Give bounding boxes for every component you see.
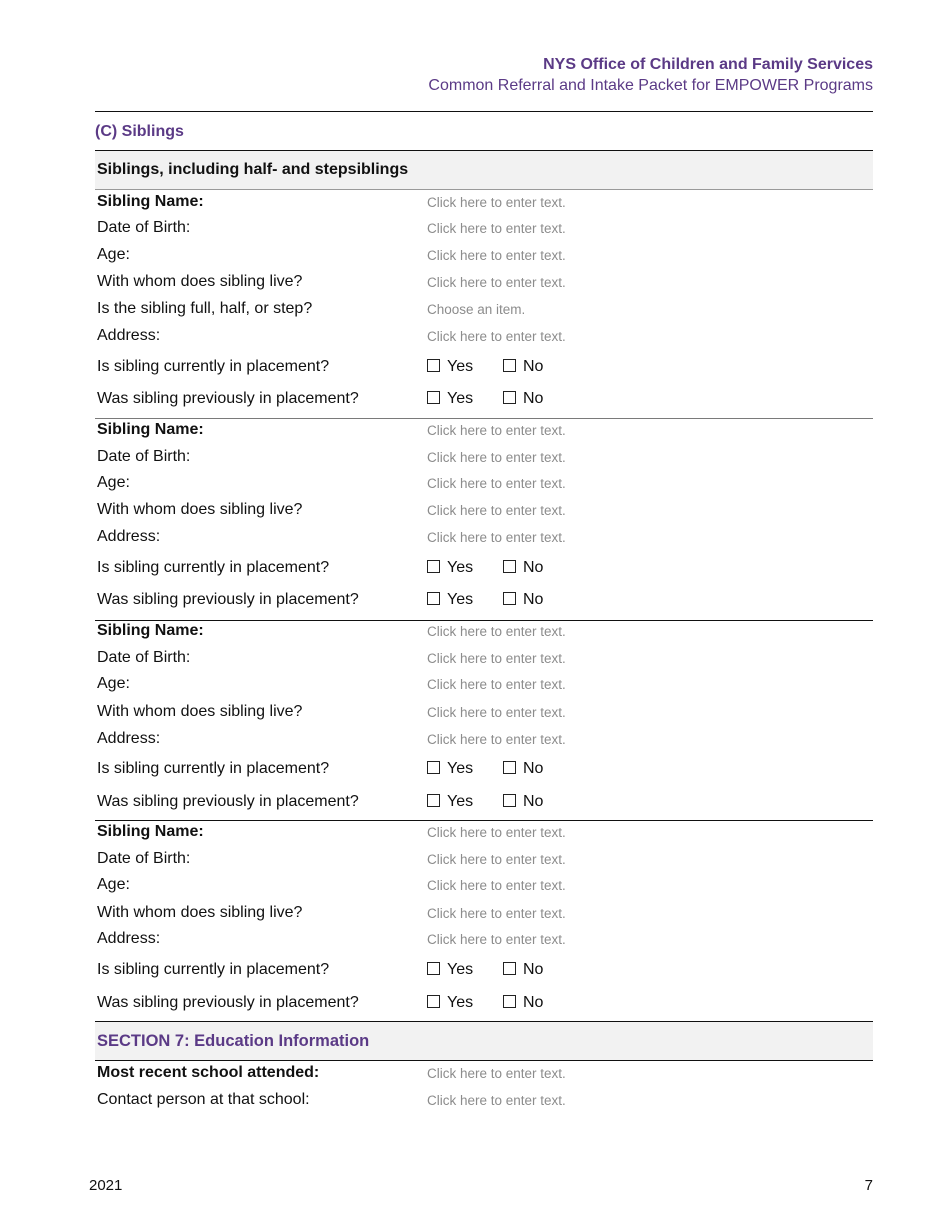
yes-checkbox[interactable] [427,591,473,609]
checkbox-box-icon [427,560,440,573]
with-whom-input[interactable]: Click here to enter text. [427,503,566,518]
checkbox-box-icon [427,359,440,372]
sibling-2-dob-row [97,448,873,470]
no-label: No [523,760,544,777]
checkbox-box-icon [503,794,516,807]
contact-row [97,1091,873,1113]
page-header [428,55,873,96]
no-checkbox[interactable] [503,760,543,778]
with-whom-label: With whom does sibling live? [97,703,303,720]
no-checkbox[interactable] [503,390,543,408]
address-input[interactable]: Click here to enter text. [427,530,566,545]
current-placement-label: Is sibling currently in placement? [97,559,330,576]
checkbox-box-icon [427,391,440,404]
yes-label: Yes [447,793,474,810]
yes-checkbox[interactable] [427,961,473,979]
previous-placement-label: Was sibling previously in placement? [97,994,359,1011]
age-label: Age: [97,876,130,893]
age-label: Age: [97,675,130,692]
siblings-band-title: Siblings, including half- and stepsiblings [97,161,409,178]
subsection-title: (C) Siblings [95,123,184,140]
address-label: Address: [97,730,161,747]
yes-label: Yes [447,961,474,978]
checkbox-box-icon [503,391,516,404]
checkbox-box-icon [503,560,516,573]
sibling-2-previous-placement-row [97,591,873,613]
sibling-name-label: Sibling Name: [97,622,204,639]
yes-checkbox[interactable] [427,994,473,1012]
sibling-name-input[interactable]: Click here to enter text. [427,825,566,840]
contact-input[interactable]: Click here to enter text. [427,1093,566,1108]
yes-label: Yes [447,591,474,608]
sibling-3-with-whom-row [97,703,873,725]
with-whom-label: With whom does sibling live? [97,273,303,290]
sibling-3-age-row [97,675,873,697]
address-label: Address: [97,528,161,545]
sibling-2-age-row [97,474,873,496]
sibling-2-address-row [97,528,873,550]
no-label: No [523,961,544,978]
sibling-separator [95,620,873,621]
sibling-3-previous-placement-row [97,793,873,815]
section7-bottom-rule [95,1060,873,1061]
packet-title: Common Referral and Intake Packet for EMPOWER Programs [428,77,873,94]
yes-checkbox[interactable] [427,760,473,778]
section7-band [95,1022,873,1060]
address-label: Address: [97,327,161,344]
address-input[interactable]: Click here to enter text. [427,329,566,344]
organization-name: NYS Office of Children and Family Services [543,56,873,73]
address-label: Address: [97,930,161,947]
checkbox-box-icon [503,761,516,774]
checkbox-box-icon [427,995,440,1008]
dob-input[interactable]: Click here to enter text. [427,221,566,236]
dob-input[interactable]: Click here to enter text. [427,651,566,666]
dob-label: Date of Birth: [97,219,191,236]
with-whom-input[interactable]: Click here to enter text. [427,906,566,921]
checkbox-box-icon [503,359,516,372]
sibling-1-dob-row [97,219,873,241]
previous-placement-label: Was sibling previously in placement? [97,390,359,407]
yes-label: Yes [447,760,474,777]
contact-label: Contact person at that school: [97,1091,310,1108]
school-row [97,1064,873,1086]
address-input[interactable]: Click here to enter text. [427,932,566,947]
sibling-name-input[interactable]: Click here to enter text. [427,423,566,438]
dob-input[interactable]: Click here to enter text. [427,450,566,465]
no-label: No [523,994,544,1011]
previous-placement-label: Was sibling previously in placement? [97,591,359,608]
sibling-separator [95,418,873,419]
sibling-2-with-whom-row [97,501,873,523]
current-placement-label: Is sibling currently in placement? [97,760,330,777]
address-input[interactable]: Click here to enter text. [427,732,566,747]
sibling-2-sibling-name-row [97,421,873,443]
dob-input[interactable]: Click here to enter text. [427,852,566,867]
sibling-3-dob-row [97,649,873,671]
sibling-1-relation-row [97,300,873,322]
sibling-separator [95,820,873,821]
sibling-3-sibling-name-row [97,622,873,644]
checkbox-box-icon [503,995,516,1008]
yes-label: Yes [447,390,474,407]
sibling-1-address-row [97,327,873,349]
previous-placement-label: Was sibling previously in placement? [97,793,359,810]
yes-label: Yes [447,358,474,375]
sibling-1-previous-placement-row [97,390,873,412]
footer-page-number: 7 [864,1177,873,1194]
no-label: No [523,559,544,576]
sibling-1-sibling-name-row [97,193,873,215]
sibling-name-label: Sibling Name: [97,421,204,438]
checkbox-box-icon [427,592,440,605]
footer-year: 2021 [89,1177,123,1194]
yes-checkbox[interactable] [427,559,473,577]
sibling-1-with-whom-row [97,273,873,295]
checkbox-box-icon [503,962,516,975]
age-label: Age: [97,474,130,491]
current-placement-label: Is sibling currently in placement? [97,358,330,375]
relation-dropdown[interactable]: Choose an item. [427,302,526,317]
no-label: No [523,390,544,407]
sibling-4-age-row [97,876,873,898]
yes-label: Yes [447,994,474,1011]
sibling-name-label: Sibling Name: [97,193,204,210]
dob-label: Date of Birth: [97,850,191,867]
sibling-4-with-whom-row [97,904,873,926]
sibling-1-current-placement-row [97,358,873,380]
sibling-4-previous-placement-row [97,994,873,1016]
age-input[interactable]: Click here to enter text. [427,878,566,893]
checkbox-box-icon [427,794,440,807]
checkbox-box-icon [503,592,516,605]
no-checkbox[interactable] [503,793,543,811]
no-label: No [523,793,544,810]
sibling-2-current-placement-row [97,559,873,581]
no-checkbox[interactable] [503,358,543,376]
with-whom-input[interactable]: Click here to enter text. [427,705,566,720]
age-input[interactable]: Click here to enter text. [427,476,566,491]
sibling-4-dob-row [97,850,873,872]
header-rule [95,111,873,112]
no-checkbox[interactable] [503,559,543,577]
yes-checkbox[interactable] [427,793,473,811]
no-checkbox[interactable] [503,591,543,609]
dob-label: Date of Birth: [97,649,191,666]
checkbox-box-icon [427,761,440,774]
dob-label: Date of Birth: [97,448,191,465]
with-whom-input[interactable]: Click here to enter text. [427,275,566,290]
sibling-name-label: Sibling Name: [97,823,204,840]
school-label: Most recent school attended: [97,1064,320,1081]
yes-checkbox[interactable] [427,358,473,376]
sibling-1-age-row [97,246,873,268]
sibling-3-current-placement-row [97,760,873,782]
section7-title: SECTION 7: Education Information [97,1032,370,1050]
no-checkbox[interactable] [503,994,543,1012]
school-input[interactable]: Click here to enter text. [427,1066,566,1081]
sibling-4-sibling-name-row [97,823,873,845]
age-label: Age: [97,246,130,263]
age-input[interactable]: Click here to enter text. [427,677,566,692]
no-checkbox[interactable] [503,961,543,979]
age-input[interactable]: Click here to enter text. [427,248,566,263]
with-whom-label: With whom does sibling live? [97,904,303,921]
current-placement-label: Is sibling currently in placement? [97,961,330,978]
sibling-4-address-row [97,930,873,952]
with-whom-label: With whom does sibling live? [97,501,303,518]
siblings-band [95,151,873,190]
sibling-3-address-row [97,730,873,752]
yes-label: Yes [447,559,474,576]
no-label: No [523,358,544,375]
no-label: No [523,591,544,608]
relation-label: Is the sibling full, half, or step? [97,300,313,317]
sibling-name-input[interactable]: Click here to enter text. [427,195,566,210]
sibling-name-input[interactable]: Click here to enter text. [427,624,566,639]
sibling-4-current-placement-row [97,961,873,983]
yes-checkbox[interactable] [427,390,473,408]
checkbox-box-icon [427,962,440,975]
